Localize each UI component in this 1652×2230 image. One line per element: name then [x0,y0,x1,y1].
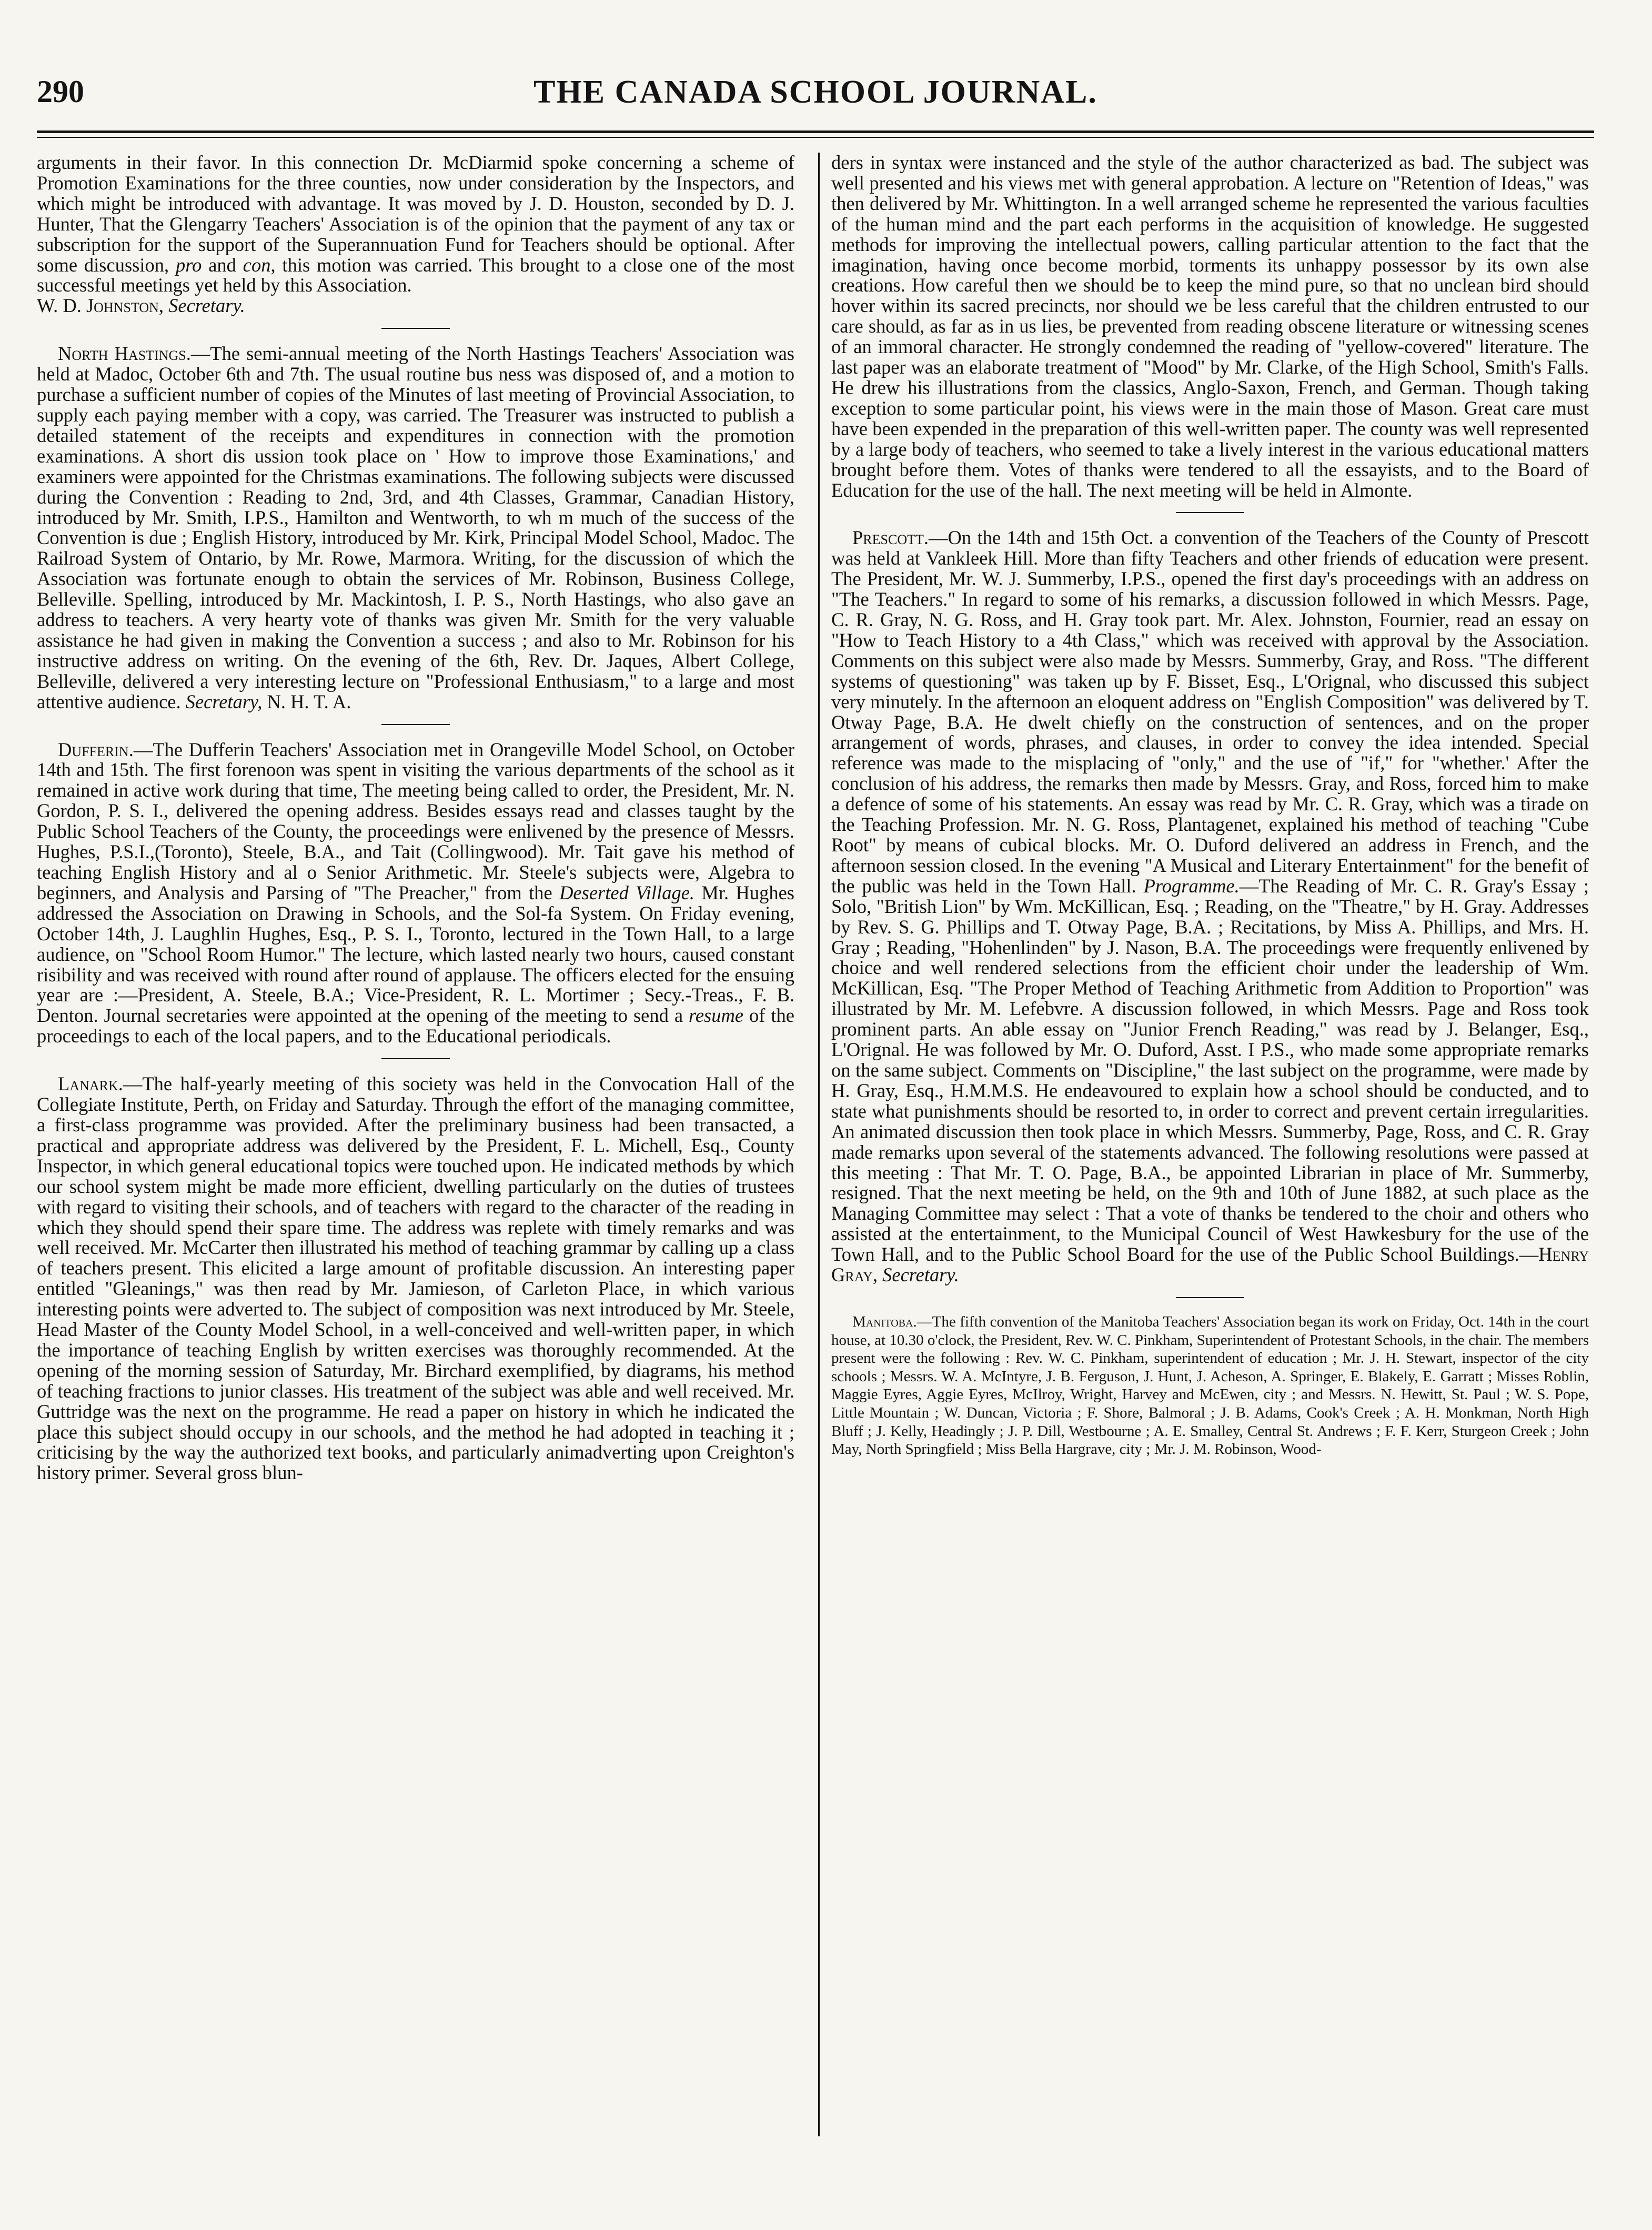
header-rule-thin [37,137,1594,138]
manitoba-paragraph: Manitoba.—The fifth convention of the Manitoba Teachers' Association began its work on Friday, Oct. 14th in the court house, at 10.30 o'clock, the President, Rev. W. C. Pinkham, Superintendent of Protestant Schools, in the chair. The members present were the following : Rev. W. C. Pinkham, superintendent of education ; Mr. J. H. Stewart, inspector of the city schools ; Messrs. W. A. McIntyre, J. B. Ferguson, J. Hunt, J. Acheson, A. Springer, E. Blakely, E. Garratt ; Misses Roblin, Maggie Eyres, Aggie Eyres, McIlroy, Wright, Harvey and McEwen, city ; and Messrs. N. Hewitt, St. Paul ; W. S. Pope, Little Mountain ; W. Duncan, Victoria ; F. Shore, Balmoral ; J. B. Adams, Cook's Creek ; A. H. Monkman, North High Bluff ; J. Kelly, Headingly ; J. P. Dill, Westbourne ; A. E. Smalley, Central St. Andrews ; F. F. Kerr, Sturgeon Creek ; John May, North Springfield ; Miss Bella Hargrave, city ; Mr. J. M. Robinson, Wood- [831,1313,1589,1458]
page-header [37,74,1594,121]
section-heading-prescott: Prescott. [852,527,929,549]
dufferin-paragraph: Dufferin.—The Dufferin Teachers' Association met in Orangeville Model School, on October 14th and 15th. The first forenoon was spent in visiting the various departments of the school as it remained in active work during that time, The meeting being called to order, the President, Mr. N. Gordon, P. S. I., delivered the opening address. Besides essays read and classes taught by the Public School Teachers of the County, the proceedings were enlivened by the presence of Messrs. Hughes, P.S.I.,(Toronto), Steele, B.A., and Tait (Collingwood). Mr. Tait gave his method of teaching English History and al o Senior Arithmetic. Mr. Steele's subjects were, Algebra to beginners, and Analysis and Parsing of "The Preacher," from the Deserted Village. Mr. Hughes addressed the Association on Drawing in Schools, and the Sol-fa System. On Friday evening, October 14th, J. Laughlin Hughes, Esq., P. S. I., Toronto, lectured in the Town Hall, to a large audience, on "School Room Humor." The lecture, which lasted nearly two hours, caused constant risibility and was received with round after round of applause. The officers elected for the ensuing year are :—President, A. Steele, B.A.; Vice-President, R. L. Mortimer ; Secy.-Treas., F. B. Denton. Journal secretaries were appointed at the opening of the meeting to send a resume of the proceedings to each of the local papers, and to the Educational periodicals. [37,738,795,1047]
signature-title: Secretary. [168,295,245,317]
page-number: 290 [37,74,84,109]
section-heading-lanark: Lanark. [58,1073,123,1095]
section-heading-north-hastings: North Hastings. [58,343,191,365]
section-heading-manitoba: Manitoba. [852,1313,917,1330]
section-divider [381,1058,450,1059]
signature-name: W. D. Johnston, [37,295,164,317]
journal-title: THE CANADA SCHOOL JOURNAL. [533,74,1097,110]
glengarry-continuation: arguments in their favor. In this connection Dr. McDiarmid spoke concerning a scheme of Promotion Examinations for the three counties, now under consideration by the Inspectors, and which might be introduced with advantage. It was moved by J. D. Houston, seconded by D. J. Hunter, That the Glengarry Teachers' Association is of the opinion that the payment of any tax or subscription for the support of the Superannuation Fund for Teachers should be optional. After some discussion, pro and con, this motion was carried. This brought to a close one of the most successful meetings yet held by this Association. W. D. Johnston, Secretary. [37,152,795,317]
header-rule [37,130,1594,133]
prescott-paragraph: Prescott.—On the 14th and 15th Oct. a convention of the Teachers of the County of Prescott was held at Vankleek Hill. More than fifty Teachers and other friends of education were present. The President, Mr. W. J. Summerby, I.P.S., opened the first day's proceedings with an address on "The Teachers." In regard to some of his remarks, a discussion followed in which Messrs. Page, C. R. Gray, N. G. Ross, and H. Gray took part. Mr. Alex. Johnston, Fournier, read an essay on "How to Teach History to a 4th Class," which was received with approval by the Association. Comments on this subject were also made by Messrs. Summerby, Gray, and Ross. "The different systems of questioning" was taken up by F. Bisset, Esq., L'Orignal, who discussed this subject very minutely. In the afternoon an eloquent address on "English Composition" was delivered by T. Otway Page, B.A. He dwelt chiefly on the construction of sentences, and on the proper arrangement of words, phrases, and clauses, in order to convey the idea intended. Special reference was made to the misplacing of "only," and the use of "if," for "whether.' After the conclusion of his address, the remarks then made by Messrs. Gray, and Ross, forced him to make a defence of some of his statements. An essay was read by Mr. C. R. Gray, which was a tirade on the Teaching Profession. Mr. N. G. Ross, Plantagenet, explained his method of teaching "Cube Root" by means of cubical blocks. Mr. O. Duford delivered an address in French, and the afternoon session closed. In the evening "A Musical and Literary Entertainment" for the benefit of the public was held in the Town Hall. Programme.—The Reading of Mr. C. R. Gray's Essay ; Solo, "British Lion" by Wm. McKillican, Esq. ; Reading, on the "Theatre," by H. Gray. Addresses by Rev. S. G. Phillips and T. Otway Page, B.A. ; Recitations, by Miss A. Phillips, and Mrs. H. Gray ; Reading, "Hohenlinden" by J. Nason, B.A. The proceedings were frequently enlivened by choice and well rendered selections from the efficient choir under the leadership of Wm. McKillican, Esq. "The Proper Method of Teaching Arithmetic from Addition to Proportion" was illustrated by Mr. M. Lefebvre. A discussion followed, in which Messrs. Page and Ross took prominent parts. An able essay on "Junior French Reading," was read by J. Belanger, Esq., L'Orignal. He was followed by Mr. O. Duford, Asst. I P.S., who made some appropriate remarks on the same subject. Comments on "Discipline," the last subject on the programme, were made by H. Gray, Esq., H.M.M.S. He endeavoured to explain how a school should be conducted, and to state what punishments should be resorted to, in order to correct and prevent certain irregularities. An animated discussion then took place in which Messrs. Summerby, Page, Ross, and C. R. Gray made remarks upon several of the statements advanced. The following resolutions were passed at this meeting : That Mr. T. O. Page, B.A., be appointed Librarian in place of Mr. Summerby, resigned. That the next meeting be held, on the 9th and 10th of June 1882, at such place as the Managing Committee may select : That a vote of thanks be tendered to the choir and others who assisted at the entertainment, to the Municipal Council of West Hawkesbury for the use of the Town Hall, and to the Public School Board for the use of the Public School Buildings.—Henry Gray, Secretary. [831,527,1589,1286]
left-column [37,153,794,1483]
right-column [831,153,1589,1459]
lanark-paragraph: Lanark.—The half-yearly meeting of this society was held in the Convocation Hall of the Collegiate Institute, Perth, on Friday and Saturday. Through the effort of the managing committee, a first-class programme was provided. After the preliminary business had been transacted, a practical and appropriate address was delivered by the President, F. L. Michell, Esq., County Inspector, in which general educational topics were touched upon. He indicated methods by which our school system might be made more efficient, dwelling particularly on the duties of trustees with regard to visiting their schools, and of teachers with regard to the character of the reading in which they should spend their spare time. The address was replete with timely remarks and was well received. Mr. McCarter then illustrated his method of teaching grammar by calling up a class of teachers present. This elicited a large amount of profitable discussion. An interesting paper entitled "Gleanings," was then read by Mr. Jamieson, of Carleton Place, in which various interesting points were adverted to. The subject of composition was next introduced by Mr. Steele, Head Master of the County Model School, in a well-conceived and well-written paper, in which the importance of teaching English by written exercises was thoroughly recommended. At the opening of the morning session of Saturday, Mr. Birchard exemplified, by diagrams, his method of teaching fractions to junior classes. His treatment of the subject was able and well received. Mr. Guttridge was the next on the programme. He read a paper on history in which he indicated the place this subject should occupy in our schools, and the method he had adopted in teaching it ; criticising by the way the authorized text books, and particularly animadverting upon Creighton's history primer. Several gross blun- [37,1073,794,1484]
section-divider [381,724,450,725]
section-divider [1176,1297,1244,1298]
column-divider [818,153,820,2136]
section-divider [381,328,450,329]
lanark-continuation: ders in syntax were instanced and the style of the author characterized as bad. The subject was well presented and his views met with general approbation. A lecture on "Retention of Ideas," was then delivered by Mr. Whittington. In a well arranged scheme he represented the various faculties of the human mind and the part each performs in the acquisition of knowledge. He suggested methods for improving the intellectual powers, calling particular attention to the fact that the imagination, having once become morbid, torments its unhappy possessor by its own alse creations. How careful then we should be to keep the mind pure, so that no unclean bird should hover within its sacred precincts, nor should we be less careful that the children entrusted to our care should, as far as in us lies, be prevented from reading obscene literature or witnessing scenes of an immoral character. He strongly condemned the reading of "yellow-covered" literature. The last paper was an elaborate treatment of "Mood" by Mr. Clarke, of the High School, Smith's Falls. He drew his illustrations from the classics, Anglo-Saxon, French, and German. Though taking exception to some particular point, his views were in the main those of Mason. Great care must have been expended in the preparation of this well-written paper. The county was well represented by a large body of teachers, who seemed to take a lively interest in the various educational matters brought before them. Votes of thanks were tendered to all the essayists, and to the Board of Education for the use of the hall. The next meeting will be held in Almonte. [831,152,1589,501]
north-hastings-paragraph: North Hastings.—The semi-annual meeting of the North Hastings Teachers' Association was held at Madoc, October 6th and 7th. The usual routine bus ness was disposed of, and a motion to purchase a sufficient number of copies of the Minutes of last meeting of Provincial Association, to supply each paying member with a copy, was carried. The Treasurer was instructed to publish a detailed statement of the receipts and expenditures in connection with the promotion examinations. A short dis ussion took place on ' How to improve those Examinations,' and examiners were appointed for the Christmas examinations. The following subjects were discussed during the Convention : Reading to 2nd, 3rd, and 4th Classes, Grammar, Canadian History, introduced by Mr. Smith, I.P.S., Hamilton and Wentworth, to wh m much of the success of the Convention is due ; English History, introduced by Mr. Kirk, Principal Model School, Madoc. The Railroad System of Ontario, by Mr. Rowe, Marmora. Writing, for the discussion of which the Association was fortunate enough to obtain the services of Mr. Robinson, Business College, Belleville. Spelling, introduced by Mr. Mackintosh, I. P. S., North Hastings, who also gave an address to teachers. A very hearty vote of thanks was given Mr. Smith for the very valuable assistance he had given in making the Convention a success ; and also to Mr. Robinson for his instructive address on writing. On the evening of the 6th, Rev. Dr. Jaques, Albert College, Belleville, delivered a very interesting lecture on "Professional Enthusiasm," to a large and most attentive audience. Secretary, N. H. T. A. [37,343,794,712]
section-heading-dufferin: Dufferin. [58,738,134,760]
section-divider [1176,512,1244,513]
